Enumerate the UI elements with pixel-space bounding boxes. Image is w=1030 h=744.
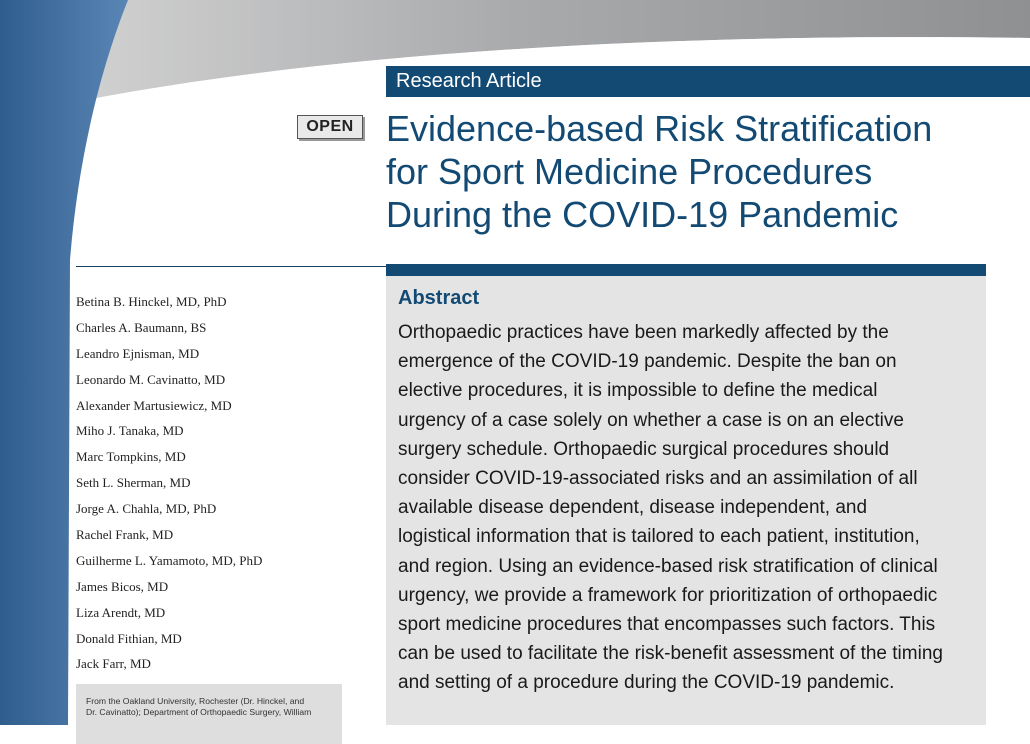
abstract-top-bar xyxy=(386,264,986,276)
title-line: Evidence-based Risk Stratification xyxy=(386,108,933,149)
author-name: Liza Arendt, MD xyxy=(76,604,166,620)
author-name: Jack Farr, MD xyxy=(76,656,151,672)
abstract-line: available disease dependent, disease independent, and xyxy=(398,497,868,519)
affiliation-line: Dr. Cavinatto); Department of Orthopaedic Surgery, William xyxy=(86,707,312,717)
abstract-body xyxy=(398,318,974,698)
affiliation-line: From the Oakland University, Rochester (Dr. Hinckel, and xyxy=(86,696,305,706)
abstract-line: and region. Using an evidence-based risk stratification of clinical xyxy=(398,555,938,577)
abstract-line: emergence of the COVID-19 pandemic. Despite the ban on xyxy=(398,351,897,373)
abstract-line: urgency of a case solely on whether a case is on an elective xyxy=(398,409,904,431)
author-name: Betina B. Hinckel, MD, PhD xyxy=(76,294,227,309)
title-line: During the COVID-19 Pandemic xyxy=(386,194,899,235)
abstract-line: Orthopaedic practices have been markedly affected by the xyxy=(398,322,889,343)
abstract-line: can be used to facilitate the risk-benefit assessment of the timing xyxy=(398,643,943,665)
author-name: Guilherme L. Yamamoto, MD, PhD xyxy=(76,552,263,568)
author-name: Charles A. Baumann, BS xyxy=(76,319,207,335)
abstract-heading: Abstract xyxy=(398,287,480,309)
article-title xyxy=(386,107,1016,236)
author-name: Miho J. Tanaka, MD xyxy=(76,423,184,439)
abstract-panel xyxy=(386,276,986,725)
author-name: Rachel Frank, MD xyxy=(76,527,174,543)
author-name: Alexander Martusiewicz, MD xyxy=(76,397,232,413)
grey-swoosh xyxy=(0,0,1030,118)
abstract-line: and setting of a procedure during the COVID-19 pandemic. xyxy=(398,672,895,694)
abstract-line: elective procedures, it is impossible to define the medical xyxy=(398,380,878,402)
author-name: Jorge A. Chahla, MD, PhD xyxy=(76,501,217,517)
author-divider xyxy=(76,266,386,267)
author-list xyxy=(76,289,262,677)
abstract-line: consider COVID-19-associated risks and an assimilation of all xyxy=(398,468,918,490)
abstract-line: surgery schedule. Orthopaedic surgical procedures should xyxy=(398,438,890,460)
author-name: Seth L. Sherman, MD xyxy=(76,475,191,491)
abstract-line: urgency, we provide a framework for prioritization of orthopaedic xyxy=(398,584,938,606)
open-access-badge: OPEN xyxy=(297,115,363,139)
author-name: Marc Tompkins, MD xyxy=(76,449,186,465)
author-name: Leandro Ejnisman, MD xyxy=(76,345,200,361)
abstract-line: sport medicine procedures that encompasses such factors. This xyxy=(398,614,936,636)
author-name: Leonardo M. Cavinatto, MD xyxy=(76,371,226,387)
author-name: James Bicos, MD xyxy=(76,578,169,594)
section-label: Research Article xyxy=(386,66,1030,97)
affiliations-box xyxy=(76,684,342,744)
abstract-line: logistical information that is tailored to each patient, institution, xyxy=(398,526,920,548)
title-line: for Sport Medicine Procedures xyxy=(386,151,873,192)
author-name: Donald Fithian, MD xyxy=(76,630,182,646)
